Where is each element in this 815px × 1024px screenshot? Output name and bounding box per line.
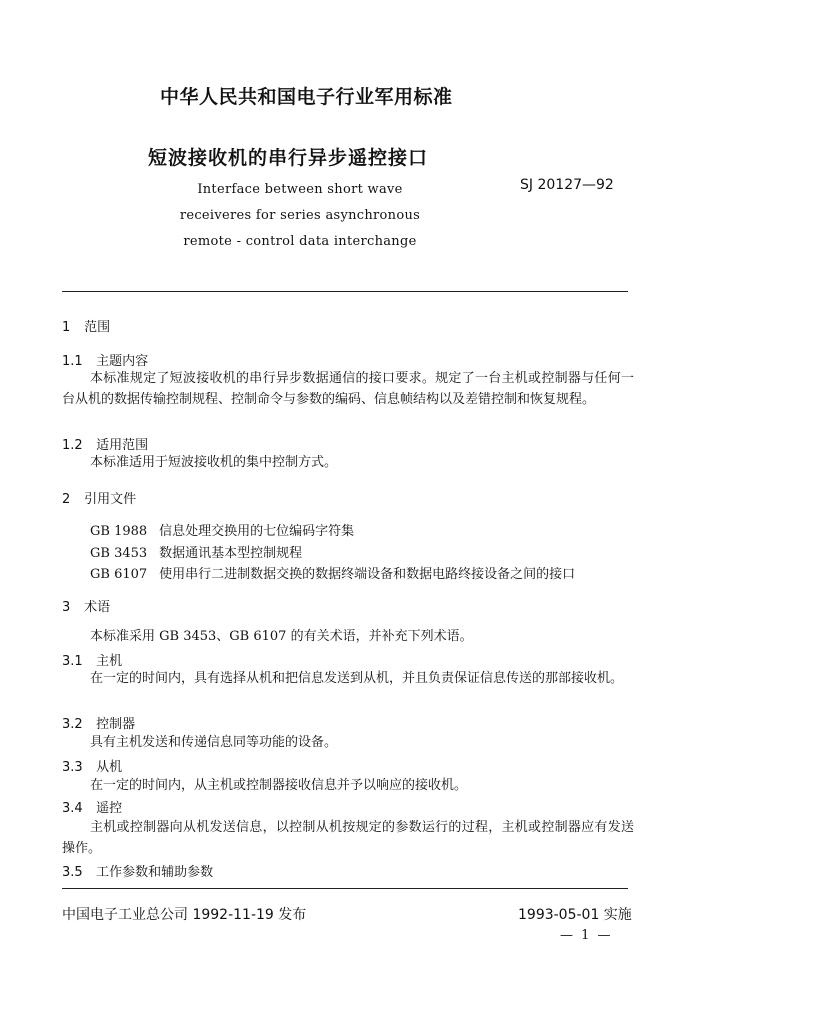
page-number: — 1 — [560,928,613,943]
subsection-title: 适用范围 [96,438,149,453]
reference-code: GB 1988 [90,524,148,539]
subsection-title: 控制器 [96,717,136,732]
section-3-2-heading: 3.2 控制器 [62,717,136,732]
reference-title: 数据通讯基本型控制规程 [159,546,303,561]
section-3-heading: 3 术语 [62,600,111,615]
standard-code: SJ 20127—92 [520,177,614,193]
reference-item [90,542,302,561]
subsection-title: 主机 [96,654,123,669]
document-title-chinese: 短波接收机的串行异步遥控接口 [148,147,429,169]
reference-code: GB 6107 [90,567,148,582]
standard-category-heading: 中华人民共和国电子行业军用标准 [160,86,453,108]
subsection-title: 遥控 [96,801,123,816]
footer-divider [62,888,628,889]
document-title-english [160,177,440,255]
section-3-1-heading: 3.1 主机 [62,654,123,669]
section-title: 引用文件 [84,492,137,507]
section-1-2-text: 本标准适用于短波接收机的集中控制方式。 [90,455,338,470]
reference-item [90,563,575,582]
section-3-2-text: 具有主机发送和传递信息同等功能的设备。 [90,735,338,750]
title-en-line: Interface between short wave [197,182,403,197]
subsection-title: 主题内容 [96,354,149,369]
subsection-title: 从机 [96,760,123,775]
section-3-1-text: 在一定的时间内，具有选择从机和把信息发送到从机，并且负责保证信息传送的那部接收机。 [90,671,624,686]
section-1-heading: 1 范围 [62,320,111,335]
section-1-1-heading: 1.1 主题内容 [62,354,149,369]
section-3-3-heading: 3.3 从机 [62,760,123,775]
section-title: 术语 [84,600,111,615]
title-en-line: receiveres for series asynchronous [179,208,421,223]
title-en-line: remote - control data interchange [183,234,417,249]
section-3-4-heading: 3.4 遥控 [62,801,123,816]
section-2-heading: 2 引用文件 [62,492,137,507]
section-3-3-text: 在一定的时间内，从主机或控制器接收信息并予以响应的接收机。 [90,778,468,793]
reference-title: 使用串行二进制数据交换的数据终端设备和数据电路终接设备之间的接口 [159,567,576,582]
section-3-intro: 本标准采用 GB 3453、GB 6107 的有关术语，并补充下列术语。 [90,629,473,644]
subsection-title: 工作参数和辅助参数 [96,865,214,880]
section-title: 范围 [84,320,111,335]
section-1-2-heading: 1.2 适用范围 [62,438,149,453]
reference-code: GB 3453 [90,546,148,561]
section-1-1-text: 本标准规定了短波接收机的串行异步数据通信的接口要求。规定了一台主机或控制器与任何一台从机的数据传输控制规程、控制命令与参数的编码、信息帧结构以及差错控制和恢复规程。 [62,371,634,407]
header-divider [62,291,628,292]
reference-title: 信息处理交换用的七位编码字符集 [159,524,355,539]
section-3-5-heading: 3.5 工作参数和辅助参数 [62,865,214,880]
issue-date: 中国电子工业总公司 1992-11-19 发布 [62,907,307,923]
section-3-4-text: 主机或控制器向从机发送信息，以控制从机按规定的参数运行的过程，主机或控制器应有发送操作。 [62,820,634,856]
effective-date: 1993-05-01 实施 [518,907,632,923]
reference-item [90,520,354,539]
